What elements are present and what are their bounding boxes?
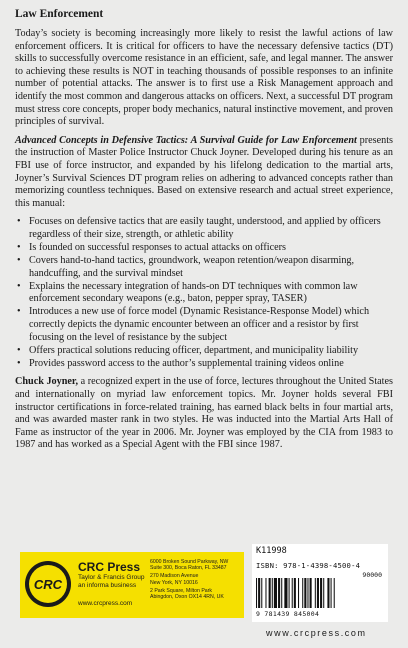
bullet-icon: • [17, 344, 21, 356]
author-name: Chuck Joyner, [15, 376, 79, 388]
list-item-text: Focuses on defensive tactics that are easily taught, understood, and applied by officers regardless of their size, strength, or athletic ability [29, 216, 381, 240]
author-bio-text: a recognized expert in the use of force, lectures throughout the United States and internationally on myriad law enforcement topics. Mr. Joyner holds several FBI instructor certifications in force-related training, has earned black belts in four martial arts, and was awarded master rank in two styles. He was inducted into the Martial Arts Hall of Fame as instructor of the year in 2006. Mr. Joyner was employed by the CIA from 1983 to 1987 and has worked as a Special Agent with the FBI since 1987. [15, 376, 393, 451]
price-code: 90000 [362, 571, 382, 579]
address-line: 270 Madison Avenue [150, 573, 199, 580]
list-item [15, 306, 393, 344]
isbn-text: ISBN: 978-1-4398-4500-4 [256, 561, 361, 570]
back-cover-text [15, 8, 393, 452]
author-bio-paragraph [15, 376, 393, 452]
website-url[interactable]: www.crcpress.com [266, 628, 367, 638]
list-item-text: Provides password access to the author’s supplemental training videos online [29, 357, 344, 369]
bullet-icon: • [17, 357, 21, 369]
feature-list [15, 216, 393, 370]
list-item-text: Explains the necessary integration of hands-on DT techniques with common law enforcement secondary weapons (e.g., baton, pepper spray, TASER) [29, 280, 358, 305]
book-description-text: presents the instruction of Master Police Instructor Chuck Joyner. Developed during his tenure as an FBI use of force instructor, and expanded by his lifelong dedication to the martial arts, Joyner’s Survival Sciences DT program relies on adhering to advanced concepts rather than memorizing countless techniques. Based on extensive research and actual street experience, this manual: [15, 134, 394, 209]
publisher-info [78, 560, 150, 607]
publisher-name: CRC Press [78, 560, 141, 574]
publisher-band [20, 552, 244, 618]
list-item-text: Offers practical solutions reducing officer, department, and municipality liability [29, 344, 359, 356]
list-item-text: Introduces a new use of force model (Dynamic Resistance-Response Model) which correctly depicts the dynamic encounter between an officer and a resistor by first focusing on the level of resistance by the subject [29, 306, 370, 343]
isbn-barcode [252, 544, 388, 622]
publisher-addresses [150, 559, 244, 600]
publisher-web[interactable]: www.crcpress.com [78, 600, 133, 607]
bullet-icon: • [17, 255, 21, 267]
intro-paragraph: Today’s society is becoming increasingly more likely to resist the lawful actions of law enforcement officers. It is critical for officers to have the necessary defensive tactics (DT) skills to successfully overcome resistance in an efficient, safe, and legal manner. The answer to achieving these results is NOT in teaching thousands of possible responses to an infinite number of potential attacks. The answer is to first use a Risk Management approach and identify the most common and dangerous attacks on officers. Next, a successful DT program must stress core concepts, proper body mechanics, natural instinctive movement, and proven principles of survival. [15, 28, 393, 128]
bullet-icon: • [17, 242, 21, 253]
book-title: Advanced Concepts in Defensive Tactics: A Survival Guide for Law Enforcement [15, 134, 357, 146]
bullet-icon: • [17, 280, 21, 292]
list-item-text: Covers hand-to-hand tactics, groundwork, weapon retention/weapon disarming, handcuffing, and the survival mindset [29, 255, 355, 279]
logo-lettering: CRC [33, 576, 63, 592]
catalog-code: K11998 [256, 546, 287, 556]
list-item [15, 255, 393, 280]
barcode-number: 9 781439 845004 [256, 610, 320, 618]
barcode-bars-icon [256, 578, 384, 608]
list-item [15, 281, 393, 306]
list-item [15, 242, 393, 255]
book-description-paragraph [15, 135, 393, 211]
category-heading: Law Enforcement [15, 8, 104, 20]
address-line: New York, NY 10016 [150, 579, 198, 586]
list-item [15, 216, 393, 241]
address-line: 6000 Broken Sound Parkway, NW [150, 559, 229, 565]
list-item-text: Is founded on successful responses to actual attacks on officers [29, 242, 286, 253]
list-item [15, 345, 393, 358]
address-line: 2 Park Square, Milton Park [150, 587, 212, 594]
publisher-group: Taylor & Francis Group [78, 574, 145, 581]
address-line: Abingdon, Oxon OX14 4RN, UK [150, 594, 224, 601]
bullet-icon: • [17, 306, 21, 318]
address-line: Suite 300, Boca Raton, FL 33487 [150, 565, 227, 572]
publisher-tagline: an informa business [78, 582, 137, 589]
bullet-icon: • [17, 216, 21, 228]
crc-logo-icon [25, 561, 71, 607]
list-item [15, 358, 393, 371]
cover-footer [0, 540, 408, 648]
